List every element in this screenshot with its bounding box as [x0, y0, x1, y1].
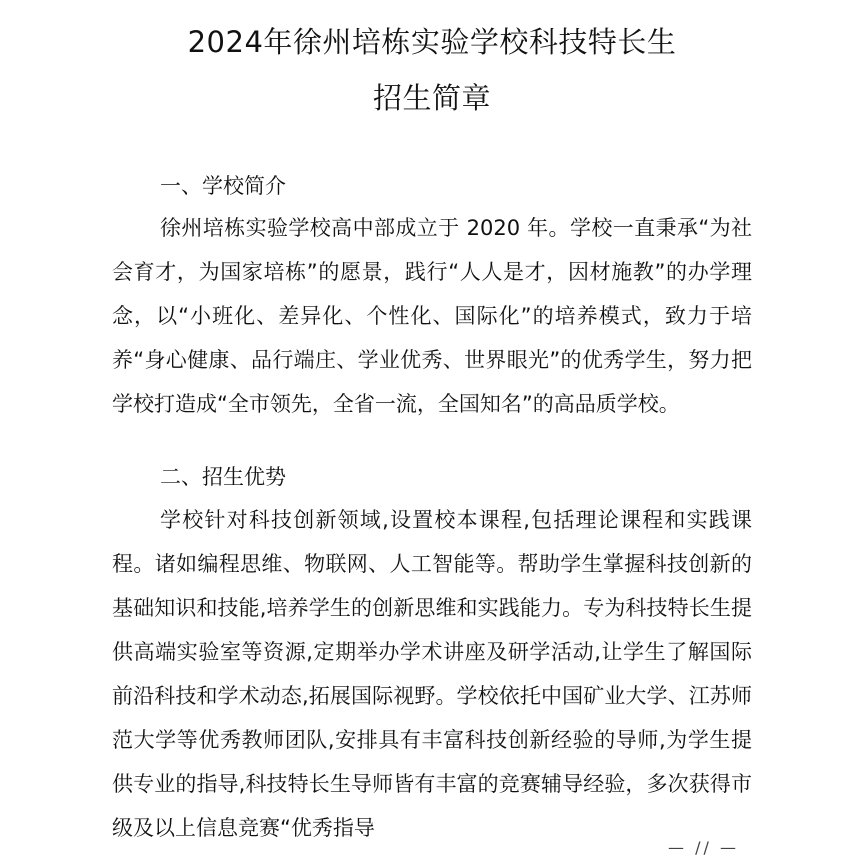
section-body-advantages: 学校针对科技创新领域,设置校本课程,包括理论课程和实践课程。诸如编程思维、物联网、人工智能等。帮助学生掌握科技创新的基础知识和技能,培养学生的创新思维和实践能力。专为科技特长生提供高端实验室等资源,定期举办学术讲座及研学活动,让学生了解国际前沿科技和学术动态,拓展国际视野。学校依托中国矿业大学、江苏师范大学等优秀教师团队,安排具有丰富科技创新经验的导师,为学生提供专业的指导,科技特长生导师皆有丰富的竞赛辅导经验，多次获得市级及以上信息竞赛“优秀指导 [112, 508, 752, 840]
section-heading-advantages: 二、招生优势 [160, 465, 286, 489]
document-title-line-1: 2024年徐州培栋实验学校科技特长生 [187, 25, 677, 59]
section-heading-intro: 一、学校简介 [160, 174, 286, 198]
page-number-marker: — // — [668, 838, 739, 857]
document-title-line-2: 招生简章 [372, 81, 491, 115]
section-body-intro: 徐州培栋实验学校高中部成立于 2020 年。学校一直秉承“为社会育才，为国家培栋”的愿景，践行“人人是才，因材施教”的办学理念，以“小班化、差异化、个性化、国际化”的培养模式，致力于培养“身心健康、品行端庄、学业优秀、世界眼光”的优秀学生，努力把学校打造成“全市领先，全省一流，全国知名”的高品质学校。 [112, 216, 752, 416]
